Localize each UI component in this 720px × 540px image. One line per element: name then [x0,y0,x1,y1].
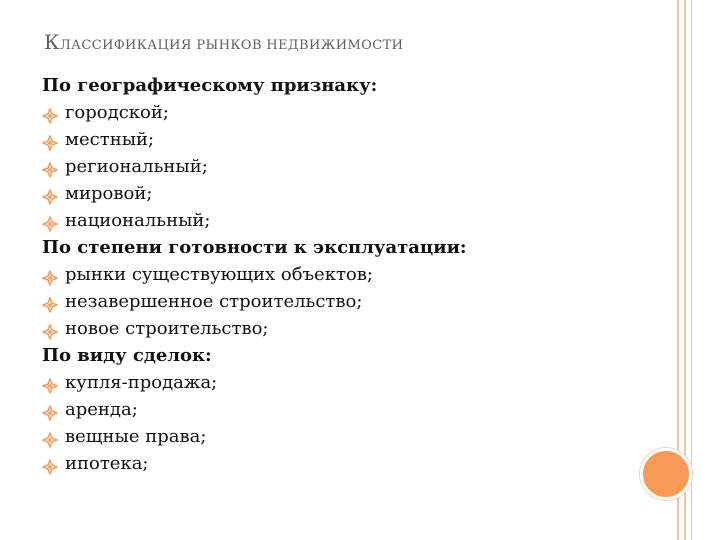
diamond-bullet-icon [42,456,58,472]
list-item [42,423,642,450]
list-item [42,369,642,396]
list-item [42,153,642,180]
diamond-bullet-icon [42,429,58,445]
list-item [42,261,642,288]
list-item [42,396,642,423]
diamond-bullet-icon [42,402,58,418]
list-item-text: незавершенное строительство; [65,291,363,312]
diamond-bullet-icon [42,267,58,283]
list-item-text: городской; [65,102,169,123]
decorative-line [691,0,692,540]
diamond-bullet-icon [42,132,58,148]
list-item-text: региональный; [65,156,208,177]
section-heading: По географическому признаку: [42,75,378,96]
list-item-text: аренда; [65,399,138,420]
title-rest: ЛАССИФИКАЦИЯ РЫНКОВ НЕДВИЖИМОСТИ [59,38,404,53]
list-item [42,450,642,477]
list-item-text: национальный; [65,210,211,231]
diamond-bullet-icon [42,321,58,337]
diamond-bullet-icon [42,105,58,121]
title-first-letter: К [44,30,60,54]
diamond-bullet-icon [42,213,58,229]
slide-title [44,30,403,54]
diamond-bullet-icon [42,294,58,310]
list-item-text: вещные права; [65,426,207,447]
list-item-text: мировой; [65,183,153,204]
list-item-text: купля-продажа; [65,372,218,393]
list-item [42,99,642,126]
list-item [42,126,642,153]
list-item-text: новое строительство; [65,318,269,339]
list-item-text: ипотека; [65,453,149,474]
list-item-text: рынки существующих объектов; [65,264,373,285]
list-item [42,180,642,207]
diamond-bullet-icon [42,159,58,175]
decorative-circle [640,448,692,500]
list-item [42,288,642,315]
list-item [42,315,642,342]
diamond-bullet-icon [42,186,58,202]
section-heading: По виду сделок: [42,345,212,366]
list-item [42,207,642,234]
slide-content [42,72,642,477]
list-item-text: местный; [65,129,155,150]
section-heading: По степени готовности к эксплуатации: [42,237,467,258]
diamond-bullet-icon [42,375,58,391]
